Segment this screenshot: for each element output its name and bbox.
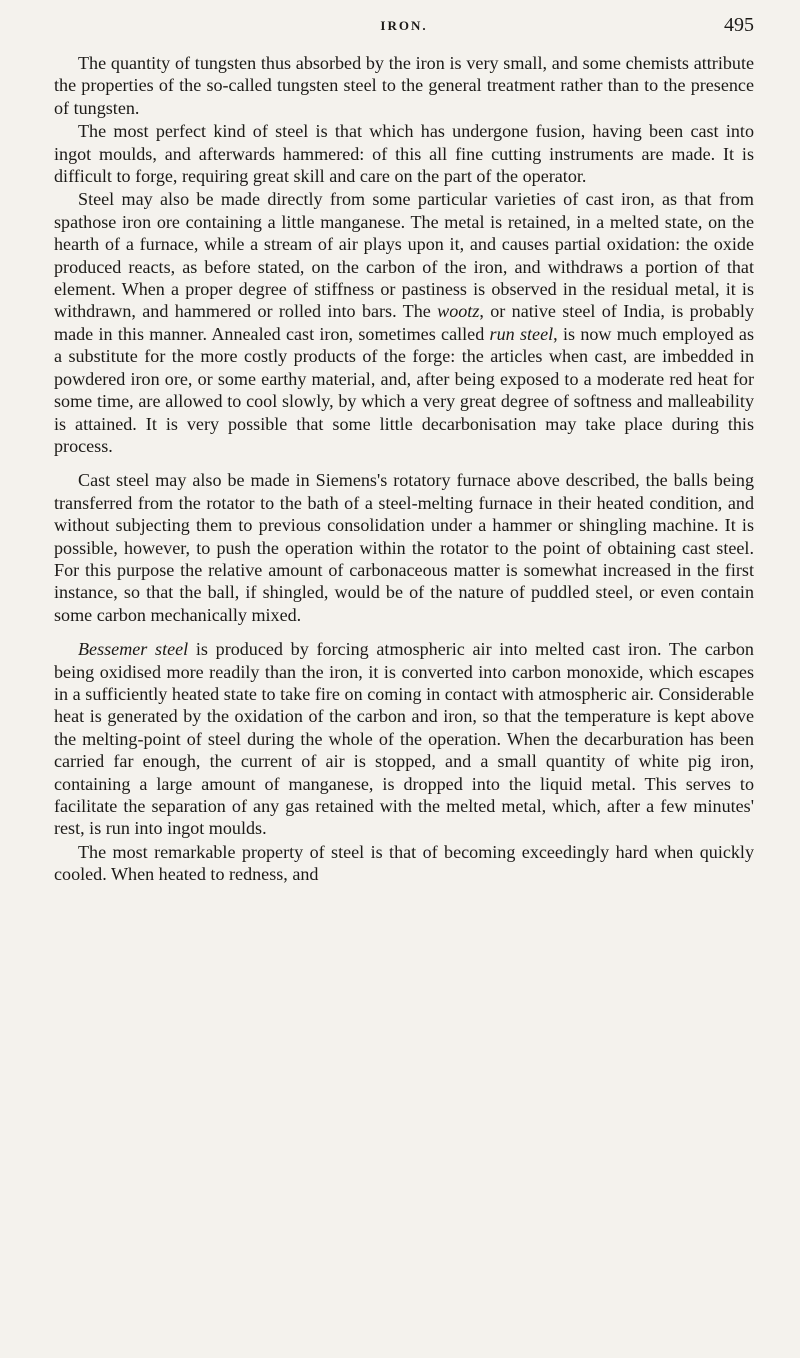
- text-run: The most perfect kind of steel is that which has undergone fusion, having been cast into ingot moulds, and afterwards hammered: of this all fine cutting instruments are made. It is difficult to forge, requiring great skill and care on the part of the operator.: [54, 121, 754, 187]
- text-run: , is now much employed as a substitute for the more costly products of the forge: the articles when cast, are imbedded in powdered iron ore, or some earthy material, and, after being exposed to a moderate red heat for some time, are allowed to cool slowly, by which a very great degree of softness and malleability is attained. It is very possible that some little decarbonisation may take place during this process.: [54, 323, 754, 456]
- italic-term-bessemer-steel: Bessemer steel: [78, 639, 189, 660]
- paragraph-hardening: [54, 841, 754, 886]
- text-run: , or native steel of India, is probably made in this manner. Annealed cast iron, sometimes called: [54, 301, 754, 344]
- page-header: [54, 14, 754, 40]
- italic-term-wootz: wootz: [437, 301, 480, 322]
- paragraph-direct-steel: [54, 188, 754, 457]
- paragraph-bessemer: [54, 638, 754, 840]
- italic-term-run-steel: run steel: [489, 323, 554, 344]
- paragraph-tungsten: [54, 52, 754, 119]
- text-run: The most remarkable property of steel is that of becoming exceedingly hard when quickly cooled. When heated to redness, and: [54, 841, 754, 885]
- text-run: Steel may also be made directly from some particular varieties of cast iron, as that from spathose iron ore containing a little manganese. The metal is retained, in a melted state, on the hearth of a furnace, while a stream of air plays upon it, and causes partial oxidation: the oxide produced reacts, as before stated, on the carbon of the iron, and withdraws a portion of that element. When a proper degree of stiffness or pastiness is observed in the residual metal, it is withdrawn, and hammered or rolled into bars. The: [54, 189, 754, 322]
- text-run: is produced by forcing atmospheric air into melted cast iron. The carbon being oxidised more readily than the iron, it is converted into carbon monoxide, which escapes in a sufficiently heated state to take fire on coming in contact with atmospheric air. Considerable heat is generated by the oxidation of the carbon and iron, so that the temperature is kept above the melting-point of steel during the whole of the operation. When the decarburation has been carried far enough, the current of air is stopped, and a small quantity of white pig iron, containing a large amount of manganese, is dropped into the liquid metal. This serves to facilitate the separation of any gas retained with the melted metal, which, after a few minutes' rest, is run into ingot moulds.: [54, 639, 754, 839]
- text-run: Cast steel may also be made in Siemens's rotatory furnace above described, the balls being transferred from the rotator to the bath of a steel-melting furnace in their heated condition, and without subjecting them to previous consolidation under a hammer or shingling machine. It is possible, however, to push the operation within the rotator to the point of obtaining cast steel. For this purpose the relative amount of carbonaceous matter is somewhat increased in the first instance, so that the ball, if shingled, would be of the nature of puddled steel, or even contain some carbon mechanically mixed.: [54, 470, 754, 625]
- paragraph-siemens: [54, 469, 754, 626]
- running-head: IRON.: [380, 18, 428, 33]
- paragraph-perfect-steel: [54, 120, 754, 187]
- body-text: [54, 52, 754, 886]
- page-number: 495: [724, 14, 754, 36]
- text-run: The quantity of tungsten thus absorbed by the iron is very small, and some chemists attribute the properties of the so-called tungsten steel to the general treatment rather than to the presence of tungsten.: [54, 53, 754, 118]
